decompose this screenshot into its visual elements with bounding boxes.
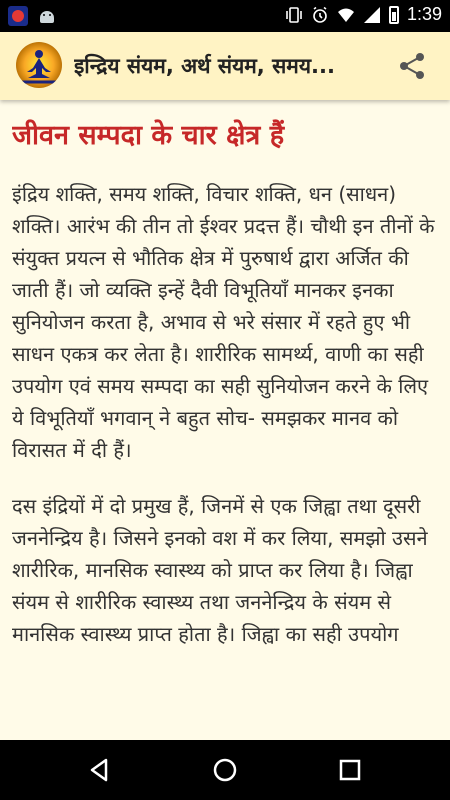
home-icon[interactable] [209, 754, 241, 786]
meditating-figure-logo-icon [16, 42, 62, 88]
wifi-icon [337, 6, 355, 24]
share-icon[interactable] [398, 52, 426, 80]
status-time: 1:39 [406, 4, 442, 24]
page-title: इन्द्रिय संयम, अर्थ संयम, समय... [74, 54, 335, 78]
article-heading: जीवन सम्पदा के चार क्षेत्र हैं [12, 120, 285, 151]
article-content[interactable] [12, 118, 438, 738]
app-notification-icon [8, 6, 28, 26]
vibrate-icon [285, 6, 303, 24]
navigation-bar [0, 740, 450, 800]
android-icon [38, 6, 56, 26]
battery-icon [389, 6, 399, 24]
back-icon[interactable] [84, 754, 116, 786]
article-paragraph: दस इंद्रियों में दो प्रमुख हैं, जिनमें से एक जिह्वा तथा दूसरी जननेन्द्रिय है। जिसने इनको वश में कर लिया, समझो उसने शारीरिक, मानसिक स्वास्थ्य को प्राप्त कर लिया है। जिह्वा संयम से शारीरिक स्वास्थ्य तथा जननेन्द्रिय के संयम से मानसिक स्वास्थ्य प्राप्त होता है। जिह्वा का सही उपयोग [12, 494, 428, 646]
recents-icon[interactable] [334, 754, 366, 786]
alarm-icon [311, 6, 329, 24]
status-bar [0, 0, 450, 32]
article-paragraph: इंद्रिय शक्ति, समय शक्ति, विचार शक्ति, धन (साधन) शक्ति। आरंभ की तीन तो ईश्वर प्रदत्त हैं। चौथी इन तीनों के संयुक्त प्रयत्न से भौतिक क्षेत्र में पुरुषार्थ द्वारा अर्जित की जाती हैं। जो व्यक्ति इन्हें दैवी विभूतियाँ मानकर इनका सुनियोजन करता है, अभाव से भरे संसार में रहते हुए भी साधन एकत्र कर लेता है। शारीरिक सामर्थ्य, वाणी का सही उपयोग एवं समय सम्पदा का सही सुनियोजन करने के लिए ये विभूतियाँ भगवान् ने बहुत सोच- समझकर मानव को विरासत में दी हैं। [12, 182, 435, 462]
signal-icon [363, 6, 381, 24]
